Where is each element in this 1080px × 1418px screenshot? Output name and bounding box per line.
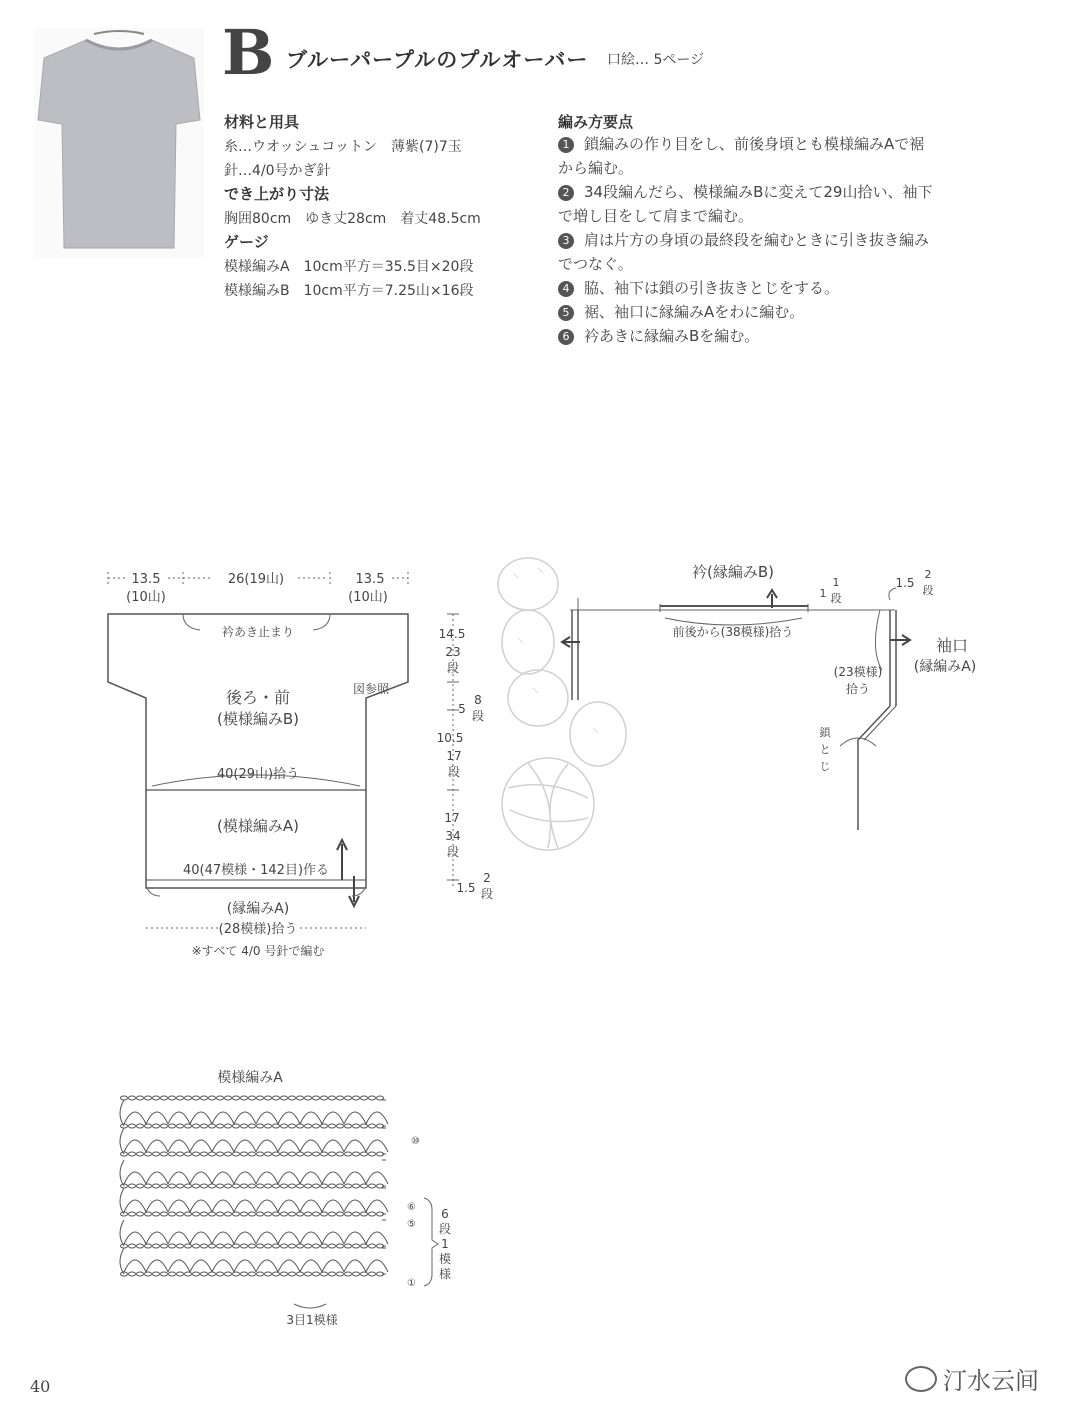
svg-text:1: 1 bbox=[441, 1237, 449, 1251]
method-step-6: 6 衿あきに縁編みBを編む。 bbox=[558, 324, 998, 348]
svg-text:段: 段 bbox=[471, 709, 485, 723]
cuff-label: 袖口 bbox=[935, 636, 969, 655]
size-heading: でき上がり寸法 bbox=[224, 185, 330, 203]
wechat-icon bbox=[905, 1366, 937, 1392]
sweater-photo bbox=[34, 28, 204, 258]
svg-text:と: と bbox=[819, 743, 831, 756]
pickup-28-label: (28模様)拾う bbox=[218, 922, 298, 937]
method-steps bbox=[558, 132, 998, 348]
vdim-4: 17 bbox=[444, 811, 460, 825]
svg-text:2: 2 bbox=[924, 568, 932, 581]
stitch-chart-a bbox=[100, 1060, 480, 1330]
dim-left: 13.5 bbox=[131, 572, 161, 587]
svg-text:段: 段 bbox=[922, 584, 934, 597]
svg-text:8: 8 bbox=[474, 693, 482, 707]
ref-fig-label: 図参照 bbox=[352, 682, 390, 696]
needle-info: 針…4/0号かぎ針 bbox=[224, 163, 331, 179]
svg-text:段: 段 bbox=[480, 887, 494, 901]
row-6-marker: ⑥ bbox=[407, 1202, 416, 1213]
cuff-pickup: (23模様) bbox=[833, 665, 883, 679]
method-heading: 編み方要点 bbox=[558, 113, 634, 131]
svg-text:2: 2 bbox=[483, 871, 491, 885]
vdim-5: 1.5 bbox=[456, 881, 476, 895]
step-number: 1 bbox=[558, 137, 574, 153]
materials-heading: 材料と用具 bbox=[224, 113, 300, 131]
body-schematic bbox=[0, 550, 520, 970]
step-number: 3 bbox=[558, 233, 574, 249]
pattern-letter: B bbox=[222, 16, 275, 89]
svg-text:17: 17 bbox=[446, 749, 462, 763]
method-step-3: 3 肩は片方の身頃の最終段を編むときに引き抜き編み bbox=[558, 228, 998, 252]
method-step-1-cont: から編む。 bbox=[558, 159, 634, 177]
collar-cuff-schematic bbox=[540, 550, 1020, 840]
edge-a-label: (縁編みA) bbox=[226, 901, 290, 917]
dim-right-sub: (10山) bbox=[348, 590, 388, 605]
svg-text:模: 模 bbox=[438, 1252, 452, 1266]
cast-on-label: 40(47模様・142目)作る bbox=[182, 863, 330, 878]
step-number: 2 bbox=[558, 185, 574, 201]
svg-text:様: 様 bbox=[438, 1267, 452, 1281]
row-10-marker: ⑩ bbox=[411, 1136, 420, 1147]
pickup-40-label: 40(29山)拾う bbox=[216, 767, 300, 782]
step-number: 5 bbox=[558, 305, 574, 321]
cuff-width: 1.5 bbox=[895, 576, 915, 590]
yarn-info: 糸…ウオッシュコットン 薄紫(7)7玉 bbox=[224, 139, 462, 155]
svg-text:6: 6 bbox=[441, 1207, 449, 1221]
cuff-pickup-2: 拾う bbox=[845, 682, 871, 696]
step-number: 6 bbox=[558, 329, 574, 345]
row-1-marker: ① bbox=[407, 1278, 416, 1289]
collar-rows-n: 1 bbox=[819, 587, 827, 600]
vdim-1: 14.5 bbox=[438, 627, 466, 641]
row-5-marker: ⑤ bbox=[407, 1219, 416, 1230]
size-info: 胸囲80cm ゆき丈28cm 着丈48.5cm bbox=[224, 211, 481, 227]
part-pattern: (模様編みB) bbox=[217, 710, 299, 728]
cuff-edge-label: (縁編みA) bbox=[913, 659, 977, 675]
method-step-5: 5 裾、袖口に縁編みAをわに編む。 bbox=[558, 300, 998, 324]
method-step-1: 1 鎖編みの作り目をし、前後身頃とも模様編みAで裾 bbox=[558, 132, 998, 156]
svg-text:34: 34 bbox=[445, 829, 461, 843]
page-number: 40 bbox=[30, 1377, 51, 1396]
dim-left-sub: (10山) bbox=[126, 590, 166, 605]
method-step-2: 2 34段編んだら、模様編みBに変えて29山拾い、袖下 bbox=[558, 180, 998, 204]
dim-right: 13.5 bbox=[355, 572, 385, 587]
vdim-2: 5 bbox=[458, 702, 466, 716]
svg-text:1: 1 bbox=[832, 576, 840, 589]
collar-label: 衿(縁編みB) bbox=[692, 563, 774, 581]
knit-note: ※すべて 4/0 号針で編む bbox=[191, 944, 325, 958]
svg-text:段: 段 bbox=[438, 1222, 452, 1236]
collar-pickup: 前後から(38模様)拾う bbox=[672, 625, 794, 639]
vdim-3: 10.5 bbox=[436, 731, 464, 745]
page-title: ブルーパープルのプルオーバー bbox=[286, 48, 589, 72]
svg-text:23: 23 bbox=[445, 645, 461, 659]
neck-stop-label: 衿あき止まり bbox=[221, 625, 295, 639]
method-step-4: 4 脇、袖下は鎖の引き抜きとじをする。 bbox=[558, 276, 998, 300]
method-step-2-cont: で増し目をして肩まで編む。 bbox=[558, 207, 754, 225]
chain-close-1: 鎖 bbox=[819, 726, 831, 739]
part-name: 後ろ・前 bbox=[225, 688, 291, 707]
gauge-heading: ゲージ bbox=[224, 233, 269, 251]
photo-reference: 口絵… 5ページ bbox=[607, 52, 705, 68]
repeat-stitches: 3目1模様 bbox=[286, 1313, 338, 1327]
gauge-b: 模様編みB 10cm平方＝7.25山×16段 bbox=[224, 283, 474, 299]
step-number: 4 bbox=[558, 281, 574, 297]
svg-text:段: 段 bbox=[446, 661, 460, 675]
method-step-3-cont: でつなぐ。 bbox=[558, 255, 633, 273]
pattern-a-label: (模様編みA) bbox=[217, 817, 299, 835]
watermark: 汀水云间 bbox=[905, 1361, 1039, 1396]
garment-outline bbox=[108, 614, 408, 888]
svg-text:段: 段 bbox=[446, 845, 460, 859]
svg-text:段: 段 bbox=[830, 592, 842, 605]
dim-center: 26(19山) bbox=[227, 572, 285, 587]
chart-a-title: 模様編みA bbox=[217, 1070, 283, 1086]
svg-text:段: 段 bbox=[447, 765, 461, 779]
gauge-a: 模様編みA 10cm平方＝35.5目×20段 bbox=[224, 259, 474, 275]
svg-text:じ: じ bbox=[819, 760, 831, 773]
